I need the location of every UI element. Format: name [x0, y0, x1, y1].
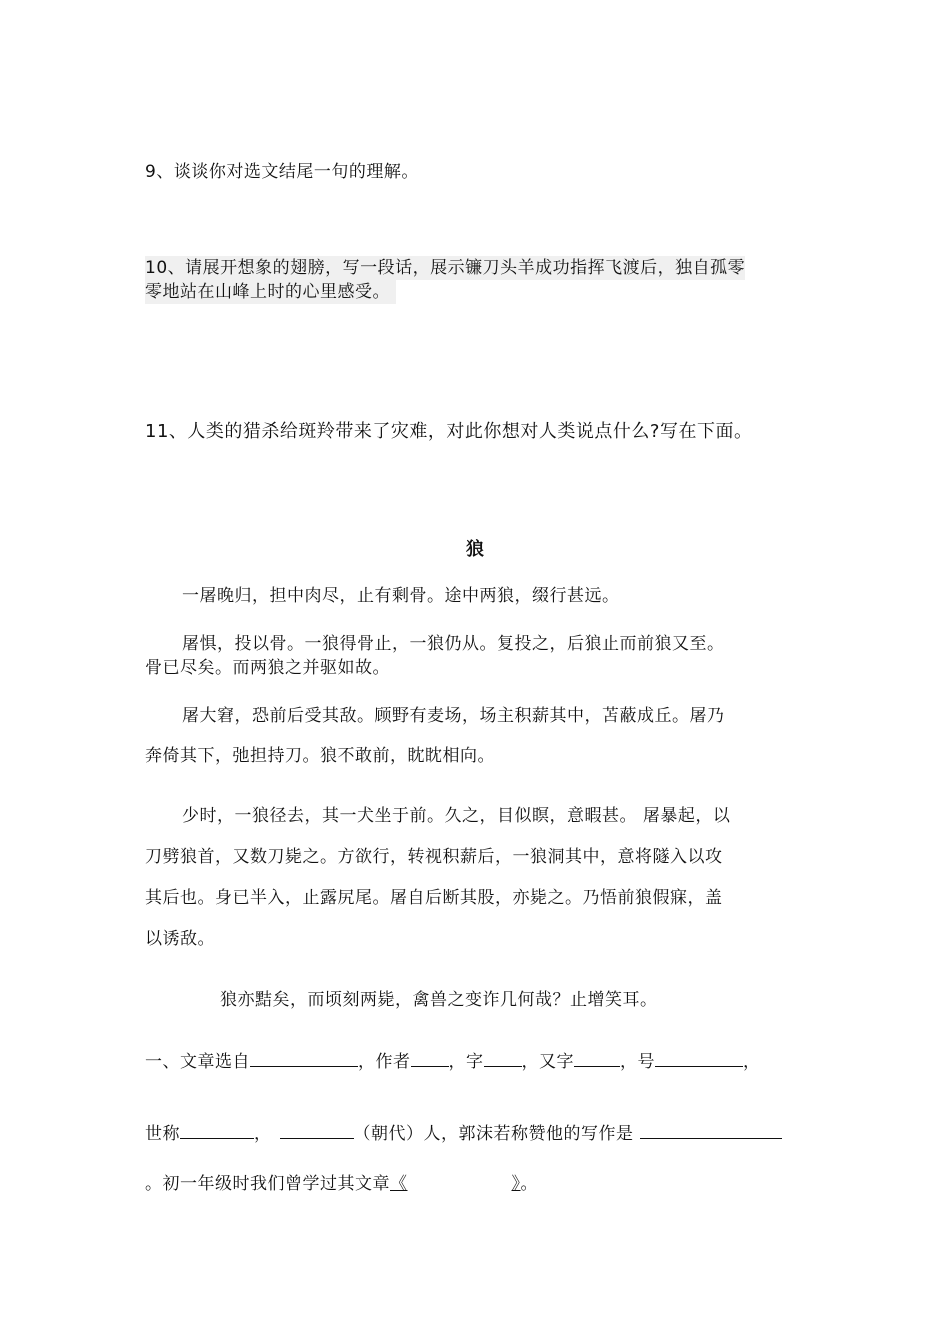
blank-hao[interactable] [655, 1048, 743, 1067]
fill-comma: ， [743, 1052, 761, 1072]
fill-label-author: ，作者 [358, 1052, 411, 1072]
passage-paragraph-4-line-2: 刀劈狼首，又数刀毙之。方欲行，转视积薪后，一狼洞其中，意将隧入以攻 [145, 847, 723, 867]
blank-zi[interactable] [484, 1048, 522, 1067]
question-9: 9、谈谈你对选文结尾一句的理解。 [145, 162, 419, 182]
fill-label-source: 一、文章选自 [145, 1052, 250, 1072]
passage-paragraph-2-line-2: 骨已尽矣。而两狼之并驱如故。 [145, 658, 390, 678]
question-10-line-2: 零地站在山峰上时的心里感受。 [145, 280, 396, 304]
blank-dynasty[interactable] [280, 1120, 354, 1139]
question-10-line-1: 10、请展开想象的翅膀，写一段话，展示镰刀头羊成功指挥飞渡后，独自孤零 [145, 258, 746, 278]
fill-label-zi: ，字 [448, 1052, 484, 1072]
passage-paragraph-3-line-2: 奔倚其下，弛担持刀。狼不敢前，眈眈相向。 [145, 746, 495, 766]
passage-paragraph-4-line-3: 其后也。身已半入，止露尻尾。屠自后断其股，亦毙之。乃悟前狼假寐，盖 [145, 888, 723, 908]
fill-label-hao: ，号 [620, 1052, 655, 1072]
fill-label-youzi: ，又字 [521, 1052, 574, 1072]
fill-in-line-3 [145, 1172, 538, 1196]
question-11: 11、人类的猎杀给斑羚带来了灾难，对此你想对人类说点什么?写在下面。 [145, 421, 753, 442]
blank-writing-praise[interactable] [640, 1120, 782, 1139]
passage-paragraph-4-line-1: 少时，一狼径去，其一犬坐于前。久之，目似瞑，意暇甚。 屠暴起，以 [182, 806, 731, 826]
passage-paragraph-1: 一屠晚归，担中肉尽，止有剩骨。途中两狼，缀行甚远。 [182, 586, 620, 606]
blank-shicheng[interactable] [180, 1120, 254, 1139]
fill-label-article: 。初一年级时我们曾学过其文章 [145, 1174, 390, 1194]
blank-source[interactable] [250, 1048, 358, 1067]
book-bracket-open: 《 [390, 1174, 408, 1194]
passage-paragraph-4-line-4: 以诱敌。 [145, 929, 215, 949]
blank-author[interactable] [411, 1048, 449, 1067]
fill-label-dynasty: （朝代）人，郭沫若称赞他的写作是 [353, 1124, 634, 1144]
fill-label-shicheng: 世称 [145, 1124, 180, 1144]
blank-youzi[interactable] [574, 1048, 620, 1067]
fill-in-line-2 [145, 1120, 782, 1146]
article-title-blank[interactable] [390, 1174, 521, 1194]
fill-in-line-1 [145, 1048, 761, 1074]
fill-comma-2: ， [254, 1124, 272, 1144]
passage-title: 狼 [466, 539, 484, 560]
book-bracket-close: 》 [511, 1174, 521, 1194]
passage-paragraph-3-line-1: 屠大窘，恐前后受其敌。顾野有麦场，场主积薪其中，苫蔽成丘。屠乃 [182, 706, 725, 726]
fill-period: 。 [520, 1174, 538, 1194]
passage-paragraph-2-line-1: 屠惧，投以骨。一狼得骨止，一狼仍从。复投之，后狼止而前狼又至。 [182, 634, 725, 654]
passage-paragraph-5: 狼亦黠矣，而顷刻两毙，禽兽之变诈几何哉？止增笑耳。 [220, 990, 658, 1010]
